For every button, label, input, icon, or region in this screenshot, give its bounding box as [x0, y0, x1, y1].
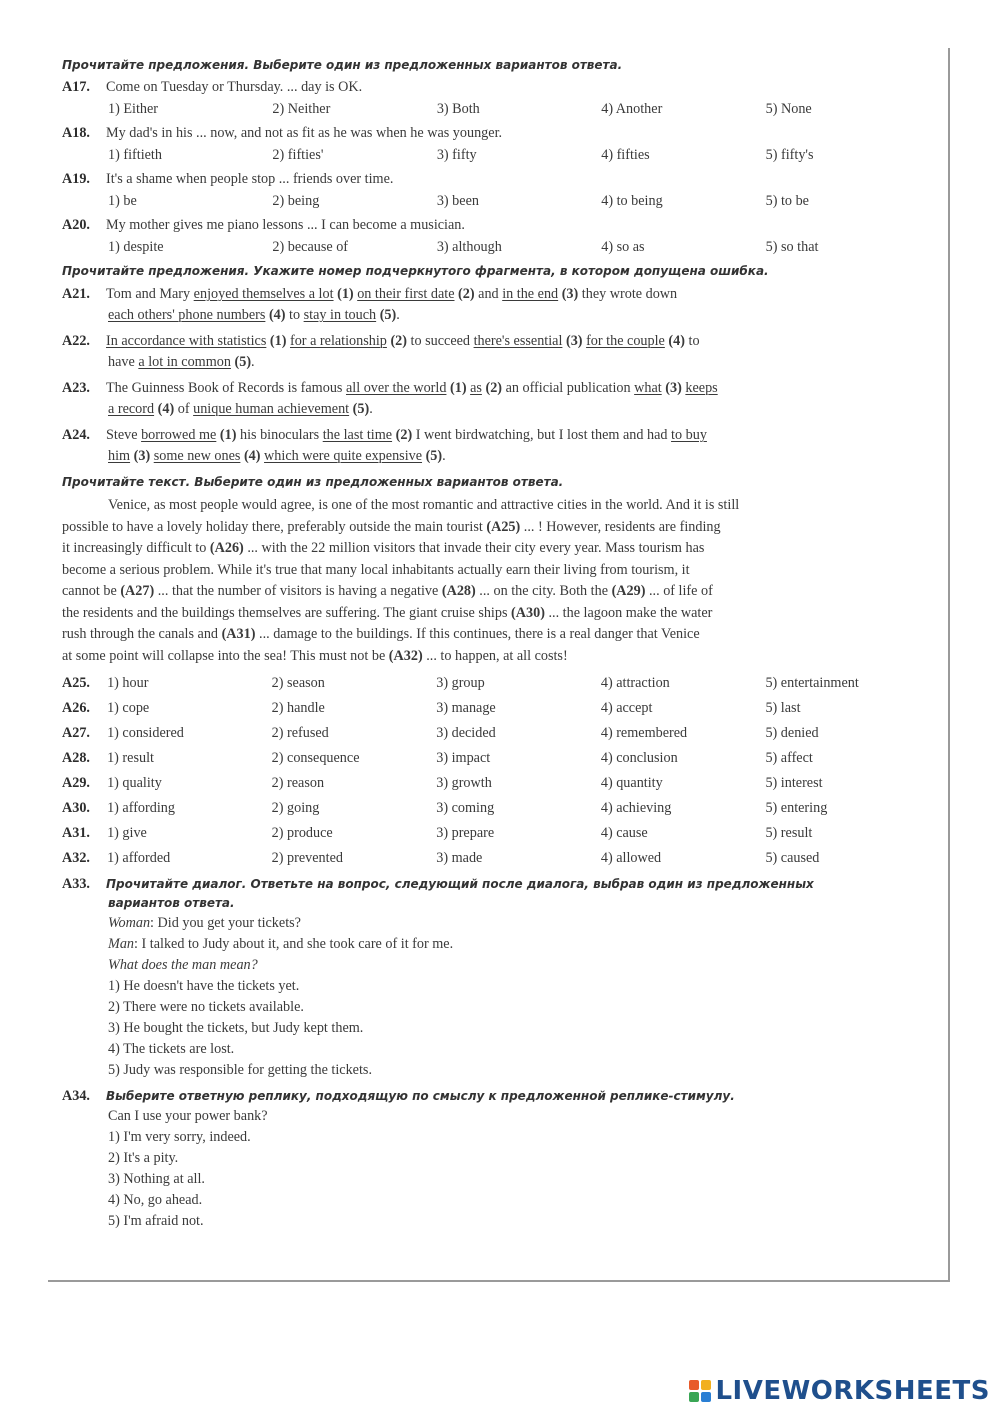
- answer-option[interactable]: 3) although: [436, 239, 502, 255]
- question-number: A23.: [62, 380, 90, 396]
- answer-option[interactable]: 2) It's a pity.: [108, 1150, 179, 1166]
- gap-a28: (A28): [441, 583, 476, 599]
- answer-option[interactable]: 3) manage: [436, 700, 496, 716]
- gap-a29: (A29): [611, 583, 646, 599]
- answer-option[interactable]: 3) group: [436, 675, 485, 691]
- answer-option[interactable]: 1) I'm very sorry, indeed.: [108, 1129, 251, 1145]
- answer-option[interactable]: 3) impact: [436, 750, 491, 766]
- a33-options: [108, 976, 930, 1081]
- answer-option[interactable]: 4) allowed: [600, 850, 662, 866]
- dialogue: Woman: Did you get your tickets? Man: I talked to Judy about it, and she took care of it for me. What does the man mean? 1) He doesn't have the tickets yet. 2) There were no tickets available. 3) He bought the tickets, but Judy kept them. 4) The tickets are lost. 5) Judy was responsible for getting the tickets.: [108, 913, 930, 1081]
- question-number: A32.: [62, 850, 90, 866]
- answer-option[interactable]: 4) achieving: [600, 800, 672, 816]
- answer-option[interactable]: 5) affect: [765, 750, 813, 766]
- answer-option[interactable]: 2) prevented: [271, 850, 343, 866]
- answer-option[interactable]: 5) entering: [765, 800, 828, 816]
- worksheet-content: [62, 52, 930, 1232]
- answer-option[interactable]: 4) Another: [601, 101, 663, 117]
- a34-body: [108, 1106, 930, 1232]
- logo-square: [689, 1392, 699, 1402]
- answer-option[interactable]: 2) handle: [271, 700, 325, 716]
- question-a22: A22. In accordance with statistics (1) for a relationship (2) to succeed there's essential (3) for the couple (4) to have a lot in common (5).: [62, 333, 700, 370]
- answer-options: [108, 193, 930, 210]
- answer-option[interactable]: 1) Either: [108, 101, 159, 117]
- answer-option[interactable]: 2) Neither: [272, 101, 331, 117]
- answer-option[interactable]: 5) caused: [765, 850, 820, 866]
- question-a17: [62, 78, 930, 97]
- question-text: Come on Tuesday or Thursday. ... day is OK.: [106, 79, 363, 95]
- question-number: A34.: [62, 1088, 90, 1104]
- question-number: A28.: [62, 750, 90, 766]
- answer-options: [108, 147, 930, 164]
- answer-option[interactable]: 3) decided: [436, 725, 496, 741]
- logo-square: [701, 1380, 711, 1390]
- answer-option[interactable]: 4) No, go ahead.: [108, 1192, 203, 1208]
- answer-option[interactable]: 2) because of: [272, 239, 349, 255]
- logo-grid-icon: [689, 1380, 711, 1402]
- answer-option[interactable]: 3) made: [436, 850, 483, 866]
- answer-option[interactable]: 3) fifty: [436, 147, 477, 163]
- answer-option[interactable]: 4) fifties: [601, 147, 650, 163]
- gap-row-a27: [62, 721, 930, 746]
- question-number: A24.: [62, 427, 90, 443]
- answer-option[interactable]: 3) been: [436, 193, 479, 209]
- answer-option[interactable]: 3) coming: [436, 800, 495, 816]
- stimulus-line: Can I use your power bank?: [108, 1108, 268, 1124]
- gap-row-a26: [62, 696, 930, 721]
- question-number: A30.: [62, 800, 90, 816]
- question-a21: A21. Tom and Mary enjoyed themselves a lot (1) on their first date (2) and in the end (3) they wrote down each others' phone numbers (4) to stay in touch (5).: [62, 286, 678, 323]
- answer-option[interactable]: 2) produce: [271, 825, 333, 841]
- answer-option[interactable]: 1) afforded: [107, 850, 171, 866]
- question-number: A22.: [62, 333, 90, 349]
- question-a19: [62, 170, 930, 189]
- answer-option[interactable]: 5) Judy was responsible for getting the tickets.: [108, 1062, 372, 1078]
- question-a23: A23. The Guinness Book of Records is famous all over the world (1) as (2) an official publication what (3) keeps a record (4) of unique human achievement (5).: [62, 380, 718, 417]
- answer-option[interactable]: 2) being: [272, 193, 320, 209]
- instruction-2: Прочитайте предложения. Укажите номер подчеркнутого фрагмента, в котором допущена ошибка.: [62, 264, 769, 278]
- question-a20: [62, 216, 930, 235]
- logo-text: LIVEWORKSHEETS: [715, 1376, 990, 1406]
- answer-option[interactable]: 2) consequence: [271, 750, 360, 766]
- answer-option[interactable]: 3) prepare: [436, 825, 495, 841]
- answer-option[interactable]: 4) quantity: [600, 775, 663, 791]
- answer-option[interactable]: 1) considered: [107, 725, 184, 741]
- answer-option[interactable]: 5) fifty's: [765, 147, 814, 163]
- answer-option[interactable]: 4) remembered: [600, 725, 688, 741]
- answer-option[interactable]: 2) season: [271, 675, 325, 691]
- answer-option[interactable]: 5) so that: [765, 239, 819, 255]
- logo-square: [689, 1380, 699, 1390]
- question-number: A20.: [62, 217, 90, 233]
- liveworksheets-logo: [689, 1376, 990, 1406]
- question-number: A26.: [62, 700, 90, 716]
- question-a34: A34. Выберите ответную реплику, подходящую по смыслу к предложенной реплике-стимулу.: [62, 1088, 735, 1104]
- answer-option[interactable]: 2) reason: [271, 775, 325, 791]
- gap-options-block: [62, 671, 930, 871]
- answer-option[interactable]: 1) cope: [107, 700, 150, 716]
- answer-option[interactable]: 5) None: [765, 101, 812, 117]
- question-number: A17.: [62, 79, 90, 95]
- answer-option[interactable]: 5) result: [765, 825, 813, 841]
- answer-options: [108, 239, 930, 256]
- answer-option[interactable]: 4) to being: [601, 193, 663, 209]
- multiple-choice-block: [62, 78, 930, 256]
- answer-option[interactable]: 4) cause: [600, 825, 648, 841]
- question-number: A25.: [62, 675, 90, 691]
- gap-row-a32: [62, 846, 930, 871]
- question-number: A29.: [62, 775, 90, 791]
- answer-option[interactable]: 2) fifties': [272, 147, 324, 163]
- answer-option[interactable]: 4) attraction: [600, 675, 670, 691]
- answer-option[interactable]: 3) He bought the tickets, but Judy kept them.: [108, 1020, 364, 1036]
- gap-a26: (A26): [209, 540, 244, 556]
- answer-option[interactable]: 1) give: [107, 825, 147, 841]
- question-text: My mother gives me piano lessons ... I can become a musician.: [106, 217, 465, 233]
- question-a24: A24. Steve borrowed me (1) his binoculars the last time (2) I went birdwatching, but I lost them and had to buy him (3) some new ones (4) which were quite expensive (5).: [62, 427, 707, 464]
- answer-option[interactable]: 5) entertainment: [765, 675, 859, 691]
- gap-a31: (A31): [221, 626, 256, 642]
- answer-option[interactable]: 1) despite: [108, 239, 164, 255]
- answer-option[interactable]: 1) result: [107, 750, 154, 766]
- answer-option[interactable]: 3) Nothing at all.: [108, 1171, 205, 1187]
- gap-a27: (A27): [120, 583, 155, 599]
- gap-row-a25: [62, 671, 930, 696]
- answer-option[interactable]: 5) to be: [765, 193, 809, 209]
- gap-a25: (A25): [486, 518, 521, 535]
- answer-option[interactable]: 1) He doesn't have the tickets yet.: [108, 978, 300, 994]
- question-a33: A33. Прочитайте диалог. Ответьте на вопрос, следующий после диалога, выбрав один из предложенных вариантов ответа.: [62, 876, 814, 910]
- answer-option[interactable]: 1) affording: [107, 800, 175, 816]
- gap-row-a29: [62, 771, 930, 796]
- answer-option[interactable]: 5) I'm afraid not.: [108, 1213, 204, 1229]
- instruction-3: Прочитайте текст. Выберите один из предложенных вариантов ответа.: [62, 475, 564, 489]
- answer-option[interactable]: 1) hour: [107, 675, 149, 691]
- gap-row-a28: [62, 746, 930, 771]
- a34-options: [108, 1127, 930, 1232]
- answer-option[interactable]: 2) refused: [271, 725, 329, 741]
- question-number: A27.: [62, 725, 90, 741]
- gap-row-a31: [62, 821, 930, 846]
- answer-option[interactable]: 4) The tickets are lost.: [108, 1041, 235, 1057]
- gap-a30: (A30): [511, 604, 545, 621]
- answer-option[interactable]: 5) interest: [765, 775, 823, 791]
- worksheet-page: [48, 48, 950, 1282]
- question-number: A33.: [62, 876, 90, 892]
- venice-passage: Venice, as most people would agree, is one of the most romantic and attractive cities in the world. And it is still possible to have a lovely holiday there, preferably outside the main tourist (A25) ... ! However, residents are finding it increasingly difficult to (A26) ... with the 22 million visitors that invade their city every year. Mass tourism has become a serious problem. While it's true that many local inhabitants actually earn their living from tourism, it cannot be (A27) ... that the number of visitors is having a negative (A28) ... on the city. Both the (A29) ... of life of the residents and the buildings themselves are suffering. The giant cruise ships (A30) ... the lagoon make the water rush through the canals and (A31) ... damage to the buildings. If this continues, there is a real danger that Venice at some point will collapse into the sea! This must not be (A32) ... to happen, at all costs!: [62, 497, 740, 664]
- answer-option[interactable]: 3) Both: [436, 101, 480, 117]
- logo-square: [701, 1392, 711, 1402]
- question-number: A31.: [62, 825, 90, 841]
- question-text: My dad's in his ... now, and not as fit as he was when he was younger.: [106, 125, 503, 141]
- answer-option[interactable]: 4) accept: [600, 700, 653, 716]
- gap-row-a30: [62, 796, 930, 821]
- answer-option[interactable]: 3) growth: [436, 775, 492, 791]
- dialogue-question: What does the man mean?: [108, 957, 258, 973]
- answer-option[interactable]: 2) There were no tickets available.: [108, 999, 304, 1015]
- answer-option[interactable]: 1) quality: [107, 775, 162, 791]
- question-number: A19.: [62, 171, 90, 187]
- question-number: A21.: [62, 286, 90, 302]
- answer-option[interactable]: 5) denied: [765, 725, 819, 741]
- answer-option[interactable]: 2) going: [271, 800, 320, 816]
- answer-option[interactable]: 4) conclusion: [600, 750, 678, 766]
- answer-option[interactable]: 1) be: [108, 193, 137, 209]
- answer-option[interactable]: 1) fiftieth: [108, 147, 162, 163]
- question-a18: [62, 124, 930, 143]
- answer-option[interactable]: 5) last: [765, 700, 801, 716]
- instruction-1: Прочитайте предложения. Выберите один из предложенных вариантов ответа.: [62, 58, 623, 72]
- gap-a32: (A32): [388, 647, 423, 664]
- question-text: It's a shame when people stop ... friends over time.: [106, 171, 394, 187]
- answer-options: [108, 101, 930, 118]
- question-number: A18.: [62, 125, 90, 141]
- answer-option[interactable]: 4) so as: [601, 239, 645, 255]
